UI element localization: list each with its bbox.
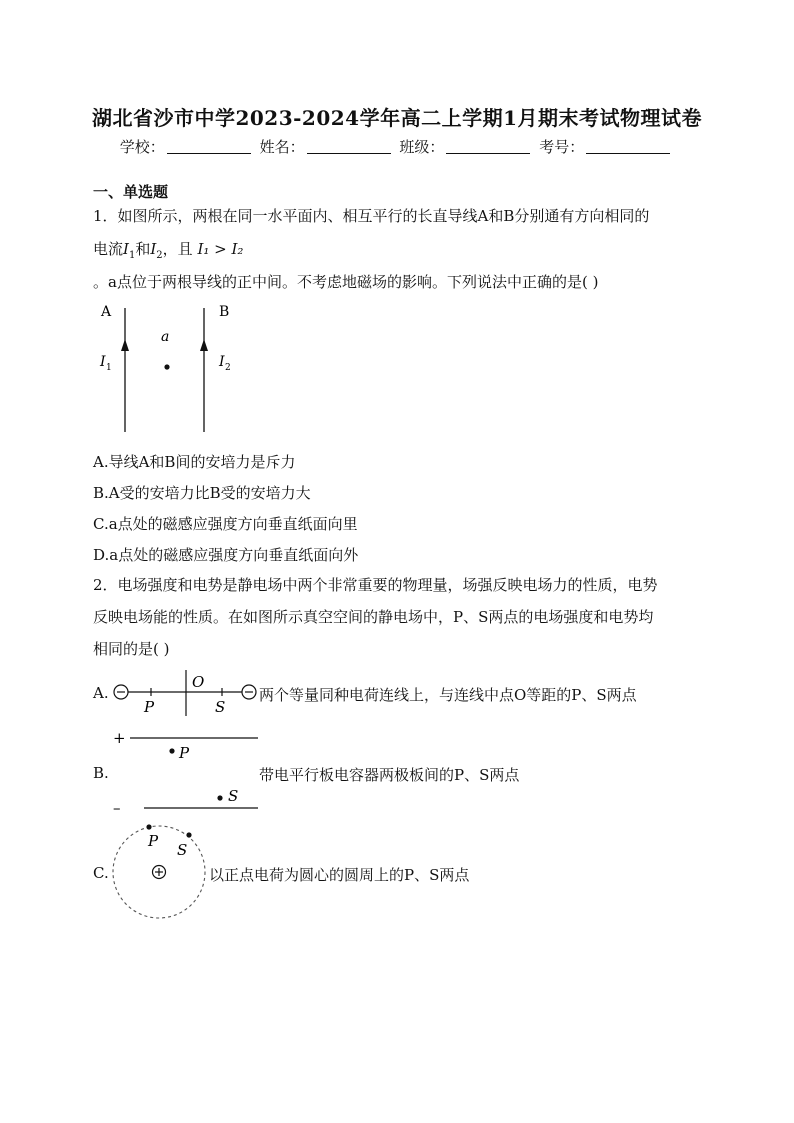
q1-option-c[interactable]: C.a点处的磁感应强度方向垂直纸面向里 [93,515,358,533]
school-blank[interactable] [167,139,251,154]
label-o: O [192,673,205,691]
q1-option-d[interactable]: D.a点处的磁感应强度方向垂直纸面向外 [93,546,359,564]
q1-text-mid: ，且 [162,240,193,258]
class-blank[interactable] [446,139,530,154]
q2-figure-b-capacitor [108,726,263,818]
q1-i2-sub: 2 [156,250,163,261]
q2-line1: 2．电场强度和电势是静电场中两个非常重要的物理量，场强反映电场力的性质，电势 [93,576,658,594]
page-title: 湖北省沙市中学2023-2024学年高二上学期1月期末考试物理试卷 [91,106,703,130]
q2-option-a-text: 两个等量同种电荷连线上，与连线中点O等距的P、S两点 [259,686,637,704]
name-blank[interactable] [307,139,391,154]
q2-option-a-prefix[interactable]: A. [93,684,109,702]
label-p: P [179,744,190,762]
info-label-name: 姓名： [259,138,305,156]
q2-line3: 相同的是( ) [93,640,170,658]
q2-option-c-text: 以正点电荷为圆心的圆周上的P、S两点 [209,866,470,884]
q1-text-current: 电流 [93,240,124,258]
current-i2-sub: 2 [225,363,231,373]
arrow-up-icon [121,339,129,351]
wire-a-label: A [101,304,112,320]
q1-line2 [93,238,243,261]
current-i2-label: I [219,354,225,370]
q1-text-and: 和 [135,240,151,258]
label-p: P [144,698,155,716]
point-s-dot [217,795,222,800]
point-s-dot [186,832,191,837]
arrow-up-icon [200,339,208,351]
q2-option-b-prefix[interactable]: B. [93,764,109,782]
q2-figure-c-circle [110,822,210,922]
student-info-line [0,136,794,157]
q1-condition: I₁ > I₂ [197,240,244,258]
current-i1-label: I [100,354,106,370]
q1-option-b[interactable]: B.A受的安培力比B受的安培力大 [93,484,311,502]
info-label-school: 学校： [119,138,165,156]
info-label-class: 班级： [399,138,445,156]
q2-option-c-prefix[interactable]: C. [93,864,109,882]
plus-label: + [113,729,126,747]
q1-i2: I [150,240,157,258]
q1-i1-sub: 1 [128,250,136,261]
q1-option-a[interactable]: A.导线A和B间的安培力是斥力 [93,453,296,471]
section-heading: 一、单选题 [93,183,169,201]
current-i1-sub: 1 [106,363,112,373]
point-a-dot [164,364,169,369]
point-p-dot [169,748,174,753]
q1-i1: I [123,240,129,258]
q2-figure-a-charges [112,668,262,718]
info-label-number: 考号： [539,138,585,156]
q2-line2: 反映电场能的性质。在如图所示真空空间的静电场中，P、S两点的电场强度和电势均 [93,608,654,626]
q1-line3: 。a点位于两根导线的正中间。不考虑地磁场的影响。下列说法中正确的是( ) [93,273,599,291]
label-p: P [148,832,159,850]
point-a-label: a [161,329,170,345]
number-blank[interactable] [586,139,670,154]
wire-b-label: B [219,304,230,320]
point-p-dot [146,824,151,829]
q2-option-b-text: 带电平行板电容器两极板间的P、S两点 [259,766,520,784]
q1-line1: 1．如图所示，两根在同一水平面内、相互平行的长直导线A和B分别通有方向相同的 [93,207,650,225]
label-s: S [215,698,226,716]
label-s: S [228,787,239,805]
minus-label: – [113,799,121,817]
q1-figure-parallel-wires [93,298,253,438]
label-s: S [177,841,188,859]
